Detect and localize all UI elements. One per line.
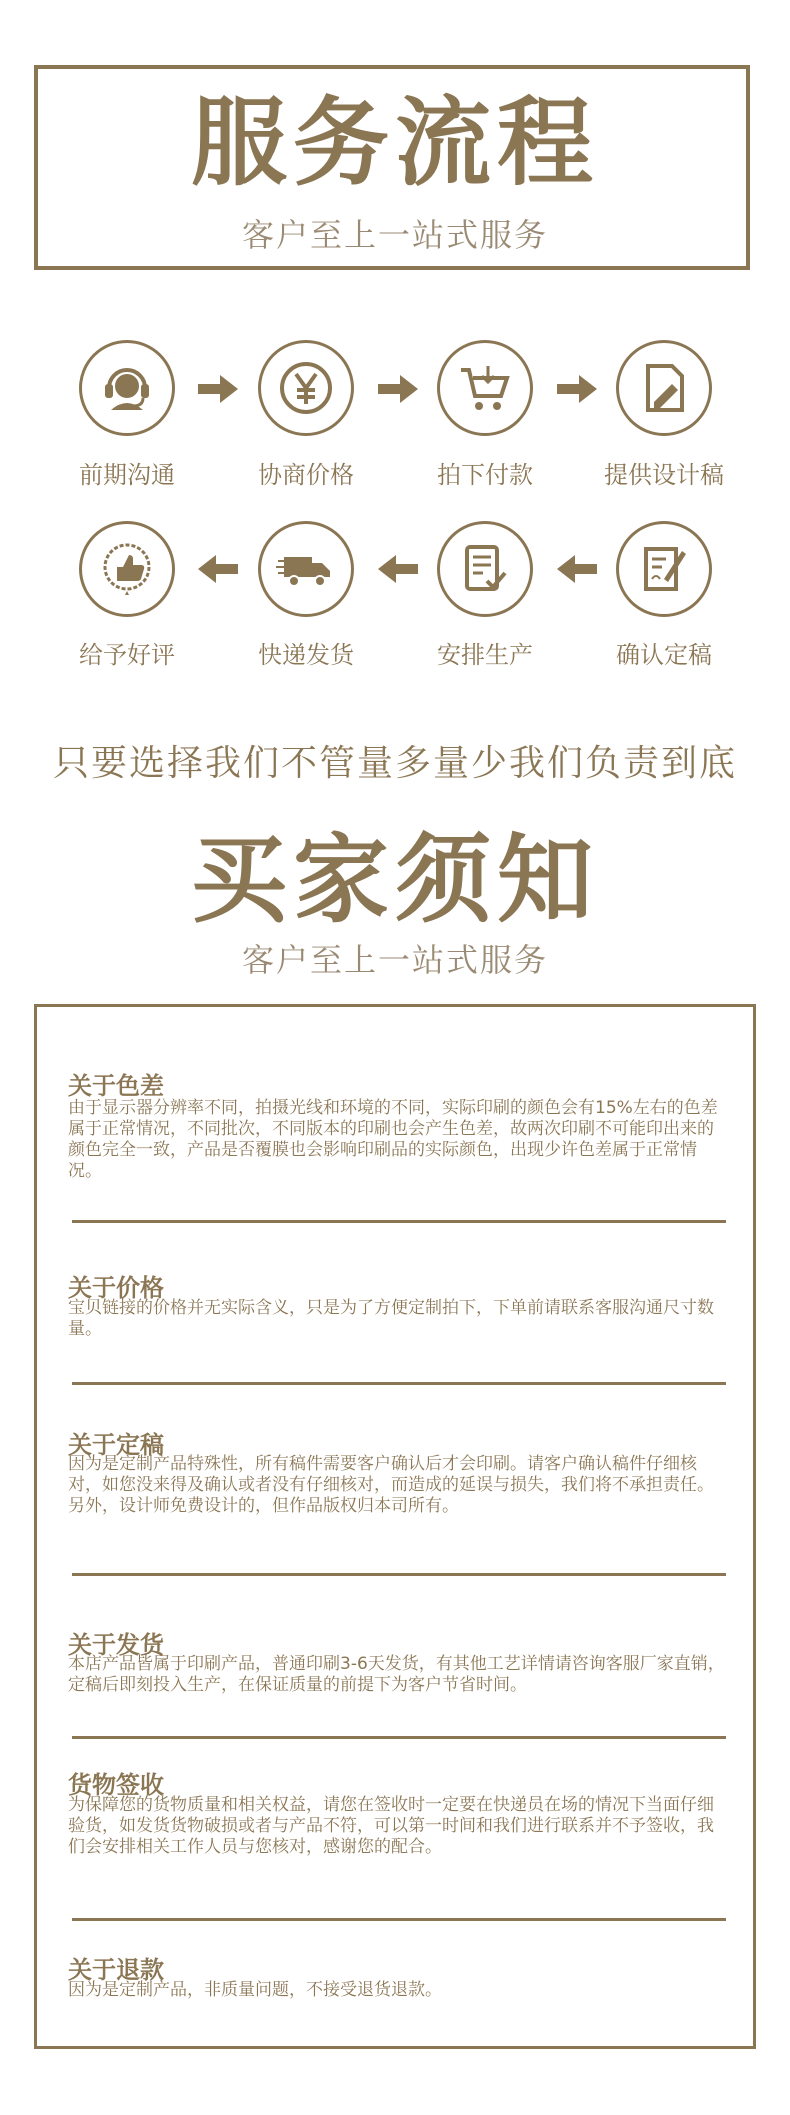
divider: [72, 1382, 726, 1385]
service-title: 服务流程: [191, 87, 599, 199]
step-label: 协商价格: [258, 461, 354, 489]
signed-document-icon: [616, 521, 712, 617]
notice-text: 为保障您的货物质量和相关权益，请您在签收时一定要在快递员在场的情况下当面仔细验货，如发货货物破损或者与产品不符，可以第一时间和我们进行联系并不予签收，我们会安排相关工作人员与您核对，感谢您的配合。: [68, 1795, 714, 1857]
arrow-right-icon: [198, 375, 238, 407]
document-check-icon: [437, 521, 533, 617]
notice-heading: 关于发货: [68, 1631, 164, 1659]
notice-title: 买家须知: [191, 824, 599, 936]
notice-heading: 关于定稿: [68, 1431, 164, 1459]
notice-heading: 关于色差: [68, 1072, 164, 1100]
notice-heading: 关于价格: [68, 1274, 164, 1302]
notice-text: 宝贝链接的价格并无实际含义，只是为了方便定制拍下，下单前请联系客服沟通尺寸数量。: [68, 1298, 714, 1339]
step-label: 前期沟通: [79, 461, 175, 489]
notice-text: 因为是定制产品特殊性，所有稿件需要客户确认后才会印刷。请客户确认稿件仔细核对，如您没来得及确认或者没有仔细核对，而造成的延误与损失，我们将不承担责任。另外，设计师免费设计的，但作品版权归本司所有。: [68, 1454, 714, 1516]
thumbs-up-badge-icon: [79, 521, 175, 617]
document-pen-icon: [616, 340, 712, 436]
divider: [72, 1573, 726, 1576]
yen-coin-icon: [258, 340, 354, 436]
step-label: 给予好评: [79, 641, 175, 669]
notice-subtitle: 客户至上一站式服务: [241, 941, 548, 979]
notice-text: 由于显示器分辨率不同，拍摄光线和环境的不同，实际印刷的颜色会有15%左右的色差属于正常情况，不同批次，不同版本的印刷也会产生色差，故两次印刷不可能印出来的颜色完全一致，产品是否覆膜也会影响印刷品的实际颜色，出现少许色差属于正常情况。: [68, 1098, 718, 1181]
arrow-right-icon: [557, 375, 597, 407]
notice-text: 因为是定制产品，非质量问题，不接受退货退款。: [68, 1980, 442, 2000]
service-subtitle: 客户至上一站式服务: [241, 216, 548, 254]
divider: [72, 1736, 726, 1739]
arrow-left-icon: [378, 555, 418, 587]
headset-icon: [79, 340, 175, 436]
delivery-truck-icon: [258, 521, 354, 617]
step-label: 提供设计稿: [604, 461, 724, 489]
arrow-left-icon: [198, 555, 238, 587]
step-label: 拍下付款: [437, 461, 533, 489]
slogan: 只要选择我们不管量多量少我们负责到底: [52, 743, 737, 784]
divider: [72, 1220, 726, 1223]
divider: [72, 1918, 726, 1921]
arrow-right-icon: [378, 375, 418, 407]
arrow-left-icon: [557, 555, 597, 587]
shopping-cart-icon: [437, 340, 533, 436]
step-label: 快递发货: [258, 641, 354, 669]
step-label: 确认定稿: [616, 641, 712, 669]
notice-heading: 货物签收: [68, 1771, 164, 1799]
notice-text: 本店产品皆属于印刷产品，普通印刷3-6天发货，有其他工艺详情请咨询客服厂家直销，定稿后即刻投入生产，在保证质量的前提下为客户节省时间。: [68, 1654, 725, 1695]
notice-heading: 关于退款: [68, 1956, 164, 1984]
step-label: 安排生产: [437, 641, 533, 669]
